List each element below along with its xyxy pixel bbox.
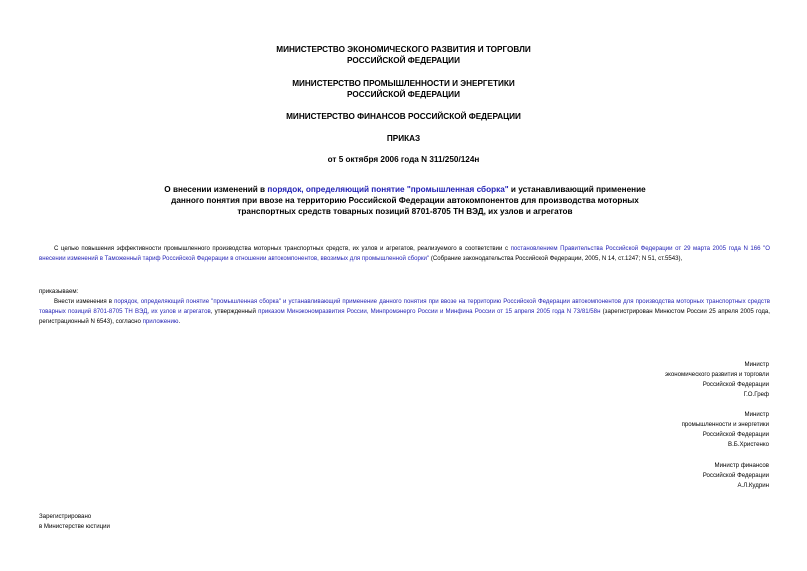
signature-line: Министр финансов: [714, 462, 769, 469]
signature-line: Российской Федерации: [702, 472, 769, 479]
signature-line: Министр: [744, 411, 769, 418]
joint-order-link[interactable]: приказом Минэкономразвития России, Минпромэнерго России и Минфина России от 15 апреля 2005 года N 73/81/58н: [258, 308, 601, 315]
order-text-1: Внести изменения в: [54, 298, 115, 305]
signature-minister-economy: [560, 360, 769, 400]
ministry2-line2: РОССИЙСКОЙ ФЕДЕРАЦИИ: [347, 90, 460, 99]
title-link[interactable]: порядок, определяющий понятие "промышленная сборка": [267, 185, 509, 194]
document-title: [160, 184, 650, 217]
ministry-economic-development: [0, 44, 807, 66]
registration-line2: в Министерстве юстиции: [39, 523, 110, 530]
signature-line: промышленности и энергетики: [681, 421, 769, 428]
order-word-text: приказываем:: [39, 288, 79, 295]
ministry1-line1: МИНИСТЕРСТВО ЭКОНОМИЧЕСКОГО РАЗВИТИЯ И ТОРГОВЛИ: [276, 45, 531, 54]
preamble-text-2: (Собрание законодательства Российской Федерации, 2005, N 14, ст.1247; N 51, ст.5543),: [429, 255, 683, 262]
procedure-link[interactable]: порядок, определяющий понятие "промышленная сборка" и устанавливающий применение данного понятия при ввозе на территорию Российской Федерации автокомпонентов для производства моторных транспортных средств товарных позиций 8701-8705 ТН ВЭД, их узлов и агрегатов: [39, 298, 770, 315]
signature-minister-finance: [560, 461, 769, 491]
signature-line: экономического развития и торговли: [665, 371, 769, 378]
government-decree-link[interactable]: постановлением Правительства Российской Федерации от 29 марта 2005 года N 166 "О внесении изменений в Таможенный тариф Российской Федерации в отношении автокомпонентов, ввозимых для промышленной сборки": [39, 245, 770, 262]
order-paragraph: [39, 297, 770, 327]
signature-minister-industry: [560, 410, 769, 450]
order-text-2: , утвержденный: [210, 308, 259, 315]
signature-line: Российской Федерации: [702, 431, 769, 438]
ministry2-line1: МИНИСТЕРСТВО ПРОМЫШЛЕННОСТИ И ЭНЕРГЕТИКИ: [292, 79, 515, 88]
preamble-paragraph: [39, 244, 770, 264]
document-date-number: [0, 154, 807, 165]
doc-date-text: от 5 октября 2006 года N 311/250/124н: [327, 155, 480, 164]
title-prefix: О внесении изменений в: [164, 185, 268, 194]
ministry3-line: МИНИСТЕРСТВО ФИНАНСОВ РОССИЙСКОЙ ФЕДЕРАЦИИ: [286, 112, 521, 121]
appendix-link[interactable]: приложению: [142, 318, 179, 325]
signature-name: В.Б.Христенко: [728, 441, 769, 448]
preamble-text-1: С целью повышения эффективности промышленного производства моторных транспортных средств, их узлов и агрегатов, реализуемого в соответствии с: [54, 245, 511, 252]
signature-name: А.Л.Кудрин: [737, 482, 769, 489]
ministry-finance: [0, 111, 807, 122]
title-suffix: и устанавливающий применение данного понятия при ввозе на территорию Российской Федерации автокомпонентов для производства моторных транспортных средств товарных позиций 8701-8705 ТН ВЭД, их узлов и агрегатов: [171, 185, 646, 216]
document-type: [0, 133, 807, 144]
order-word: [39, 287, 770, 297]
signature-name: Г.О.Греф: [743, 391, 769, 398]
order-text-4: .: [178, 318, 181, 325]
signature-line: Российской Федерации: [702, 381, 769, 388]
registration-line1: Зарегистрировано: [39, 513, 92, 520]
order-text-3: (зарегистрирован Минюстом России 25 апреля 2005 года, регистрационный N 6543), согласно: [39, 308, 770, 325]
doc-type-text: ПРИКАЗ: [386, 134, 421, 143]
registration-note: [39, 512, 110, 532]
signature-line: Министр: [744, 361, 769, 368]
ministry1-line2: РОССИЙСКОЙ ФЕДЕРАЦИИ: [347, 56, 460, 65]
ministry-industry-energy: [0, 78, 807, 100]
